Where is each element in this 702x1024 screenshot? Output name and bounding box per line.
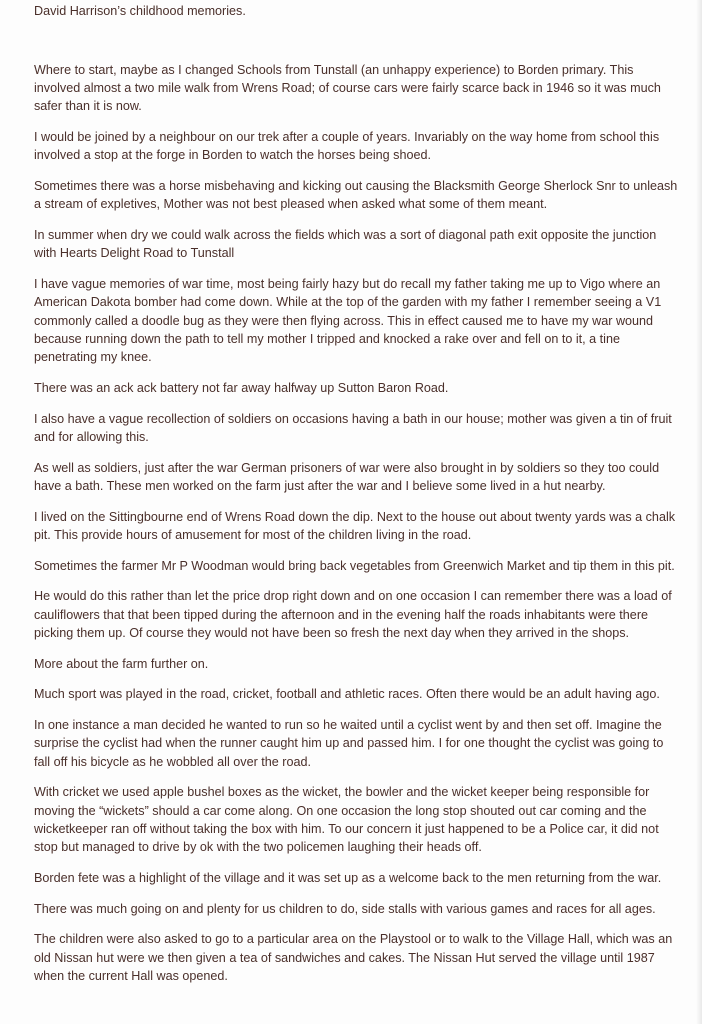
paragraph: As well as soldiers, just after the war German prisoners of war were also brought in by soldiers so they too could have a bath. These men worked on the farm just after the war and I believe some lived in a hut nearby. [34, 460, 660, 493]
paragraph: In summer when dry we could walk across the fields which was a sort of diagonal path exit opposite the junction with Hearts Delight Road to Tunstall [34, 228, 657, 261]
paragraph: Borden fete was a highlight of the village and it was set up as a welcome back to the men returning from the war. [34, 870, 662, 885]
paragraph: I have vague memories of war time, most being fairly hazy but do recall my father taking me up to Vigo where an American Dakota bomber had come down. While at the top of the garden with my father I remember seeing a V1 commonly called a doodle bug as they were then flying across. This in effect caused me to have my war wound because running down the path to tell my mother I tripped and knocked a rake over and fell on to it, a tine penetrating my knee. [34, 277, 662, 365]
paragraph: There was much going on and plenty for us children to do, side stalls with various games and races for all ages. [34, 901, 656, 916]
paragraph: The children were also asked to go to a particular area on the Playstool or to walk to the Village Hall, which was an old Nissan hut were we then given a tea of sandwiches and cakes. The Nissan Hut served the village until 1987 when the current Hall was opened. [34, 932, 673, 983]
paragraph: Much sport was played in the road, cricket, football and athletic races. Often there would be an adult having ago. [34, 687, 660, 702]
paragraph: More about the farm further on. [34, 656, 209, 671]
paragraph: With cricket we used apple bushel boxes as the wicket, the bowler and the wicket keeper being responsible for moving the “wickets” should a car come along. On one occasion the long stop shouted out car coming and the wicketkeeper ran off without taking the box with him. To our concern it just happened to be a Police car, it did not stop but managed to drive by ok with the two policemen laughing their heads off. [34, 785, 659, 855]
paragraph: He would do this rather than let the price drop right down and on one occasion I can remember there was a load of cauliflowers that that been tipped during the afternoon and in the evening half the roads inhabitants were there picking them up. Of course they would not have been so fresh the next day when they arrived in the shops. [34, 589, 672, 640]
paragraph: Sometimes the farmer Mr P Woodman would bring back vegetables from Greenwich Market and tip them in this pit. [34, 558, 675, 573]
paragraph: I would be joined by a neighbour on our trek after a couple of years. Invariably on the way home from school this involved a stop at the forge in Borden to watch the horses being shoed. [34, 130, 660, 163]
document-title: David Harrison’s childhood memories. [34, 4, 246, 18]
paragraph: Sometimes there was a horse misbehaving and kicking out causing the Blacksmith George Sherlock Snr to unleash a stream of expletives, Mother was not best pleased when asked what some of them meant. [34, 179, 678, 212]
paragraph: I lived on the Sittingbourne end of Wrens Road down the dip. Next to the house out about twenty yards was a chalk pit. This provide hours of amusement for most of the children living in the road. [34, 509, 676, 542]
paragraph: I also have a vague recollection of soldiers on occasions having a bath in our house; mother was given a tin of fruit and for allowing this. [34, 411, 672, 444]
paragraph: There was an ack ack battery not far away halfway up Sutton Baron Road. [34, 380, 449, 395]
paragraph: Where to start, maybe as I changed Schools from Tunstall (an unhappy experience) to Borden primary. This involved almost a two mile walk from Wrens Road; of course cars were fairly scarce back in 1946 so it was much safer than it is now. [34, 63, 661, 114]
paragraph: In one instance a man decided he wanted to run so he waited until a cyclist went by and then set off. Imagine the surprise the cyclist had when the runner caught him up and passed him. I for one thought the cyclist was going to fall off his bicycle as he wobbled all over the road. [34, 718, 664, 769]
document-body [34, 61, 679, 998]
